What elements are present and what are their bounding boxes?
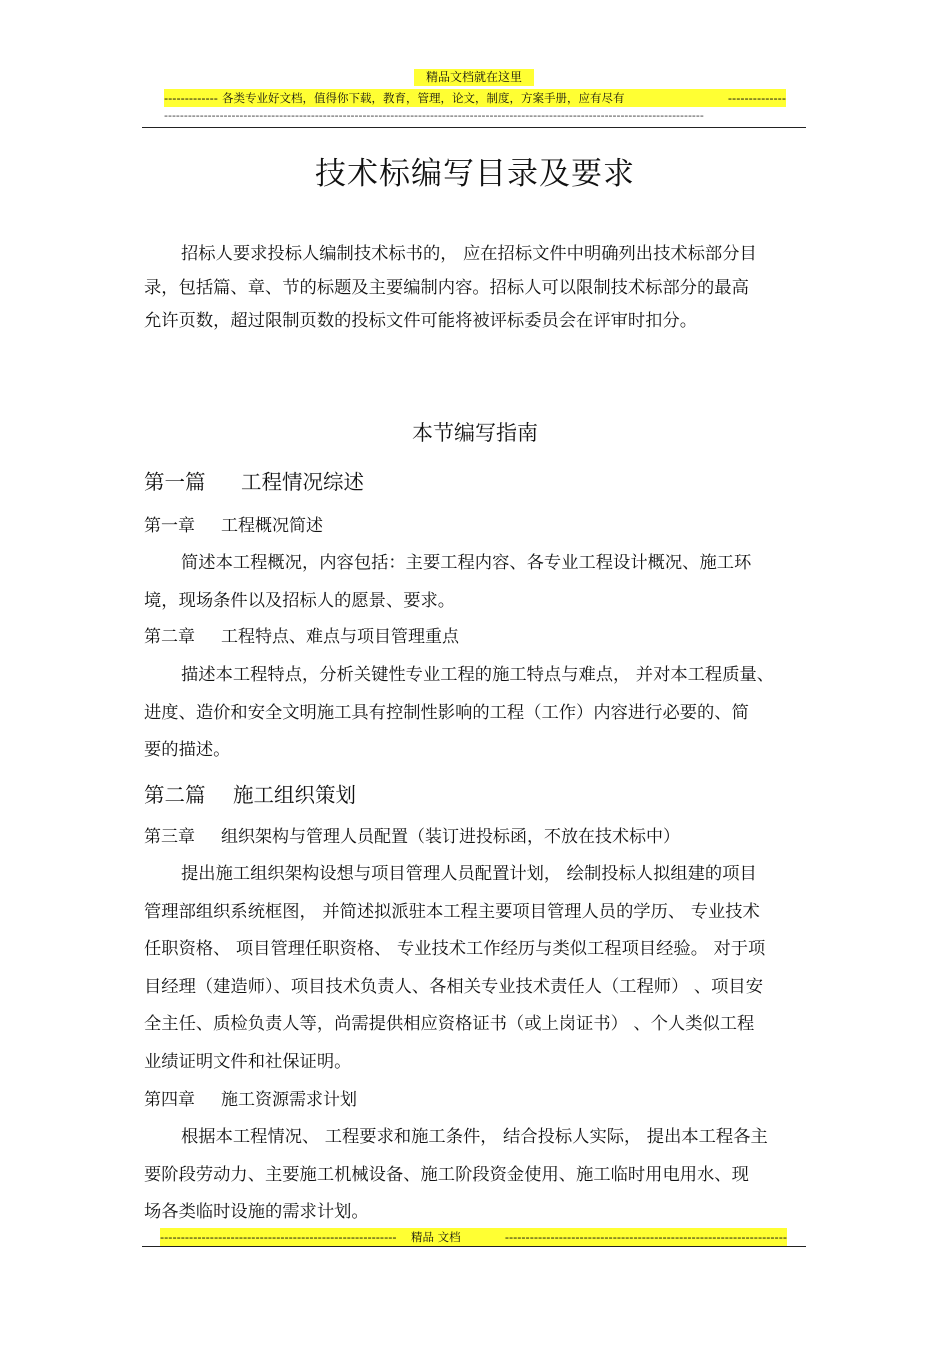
header-rule <box>142 127 806 128</box>
part-number: 第一篇 <box>144 470 206 494</box>
paragraph-line: 场各类临时设施的需求计划。 <box>144 1202 369 1222</box>
intro-paragraph <box>144 238 809 339</box>
banner-tagline: 各类专业好文档，值得你下载，教育，管理，论文，制度，方案手册，应有尽有 <box>222 91 625 105</box>
part-number: 第二篇 <box>144 783 206 807</box>
paragraph-line: 境，现场条件以及招标人的愿景、要求。 <box>144 590 456 611</box>
chapter-heading <box>144 513 323 539</box>
footer-dashes-right: -------------------------------------------------------------------- <box>504 1230 787 1244</box>
footer-bar <box>160 1228 787 1246</box>
chapter-title: 工程特点、难点与项目管理重点 <box>221 627 459 647</box>
paragraph-line: 目经理（建造师）、项目技术负责人、各相关专业技术责任人（工程师） 、项目安 <box>144 976 763 997</box>
paragraph-line: 进度、造价和安全文明施工具有控制性影响的工程（工作）内容进行必要的、简 <box>144 702 749 723</box>
document-title: 技术标编写目录及要求 <box>315 156 635 192</box>
chapter-heading <box>144 824 680 850</box>
chapter-paragraph <box>144 856 809 1081</box>
banner-dashes-right: -------------- <box>727 91 786 105</box>
chapter-paragraph <box>144 545 809 620</box>
chapter-title: 组织架构与管理人员配置（装订进投标函，不放在技术标中） <box>221 827 680 847</box>
intro-line: 录，包括篇、章、节的标题及主要编制内容。招标人可以限制技术标部分的最高 <box>144 277 749 298</box>
banner-title: 精品文档就在这里 <box>414 69 534 86</box>
chapter-paragraph <box>144 657 809 770</box>
footer-text: 精品 文档 <box>411 1230 461 1244</box>
paragraph-line: 提出施工组织架构设想与项目管理人员配置计划， 绘制投标人拟组建的项目 <box>181 864 757 884</box>
footer-dashes-left: --------------------------------------------------------- <box>160 1230 397 1244</box>
intro-line: 允许页数，超过限制页数的投标文件可能将被评标委员会在评审时扣分。 <box>144 311 698 331</box>
paragraph-line: 简述本工程概况，内容包括：主要工程内容、各专业工程设计概况、施工环 <box>181 553 752 573</box>
banner-dashes-left: ------------- <box>164 91 218 105</box>
intro-line: 招标人要求投标人编制技术标书的， 应在招标文件中明确列出技术标部分目 <box>181 244 757 264</box>
paragraph-line: 要的描述。 <box>144 740 231 760</box>
paragraph-line: 全主任、质检负责人等，尚需提供相应资格证书（或上岗证书） 、个人类似工程 <box>144 1014 755 1034</box>
paragraph-line: 要阶段劳动力、主要施工机械设备、施工阶段资金使用、施工临时用电用水、现 <box>144 1164 749 1185</box>
paragraph-line: 业绩证明文件和社保证明。 <box>144 1051 352 1072</box>
chapter-title: 施工资源需求计划 <box>221 1090 357 1110</box>
paragraph-line: 任职资格、 项目管理任职资格、 专业技术工作经历与类似工程项目经验。 对于项 <box>144 939 766 959</box>
chapter-number: 第一章 <box>144 516 195 536</box>
part-heading <box>144 780 356 810</box>
chapter-number: 第二章 <box>144 627 195 647</box>
chapter-heading <box>144 1087 357 1113</box>
chapter-title: 工程概况简述 <box>221 516 323 536</box>
part-title: 工程情况综述 <box>241 470 364 494</box>
part-title: 施工组织策划 <box>233 783 356 807</box>
section-heading: 本节编写指南 <box>412 421 538 445</box>
chapter-paragraph <box>144 1119 809 1232</box>
footer-rule <box>142 1246 806 1247</box>
chapter-number: 第三章 <box>144 827 195 847</box>
banner-separator: ---------------------------------------------------------------------------------------------------------------------------------------- <box>164 109 704 122</box>
banner-tagline-bar <box>164 89 786 107</box>
paragraph-line: 描述本工程特点，分析关键性专业工程的施工特点与难点， 并对本工程质量、 <box>181 665 775 685</box>
paragraph-line: 根据本工程情况、 工程要求和施工条件， 结合投标人实际， 提出本工程各主 <box>181 1127 768 1147</box>
chapter-number: 第四章 <box>144 1090 195 1110</box>
part-heading <box>144 467 364 497</box>
chapter-heading <box>144 624 459 650</box>
paragraph-line: 管理部组织系统框图， 并简述拟派驻本工程主要项目管理人员的学历、 专业技术 <box>144 901 760 922</box>
